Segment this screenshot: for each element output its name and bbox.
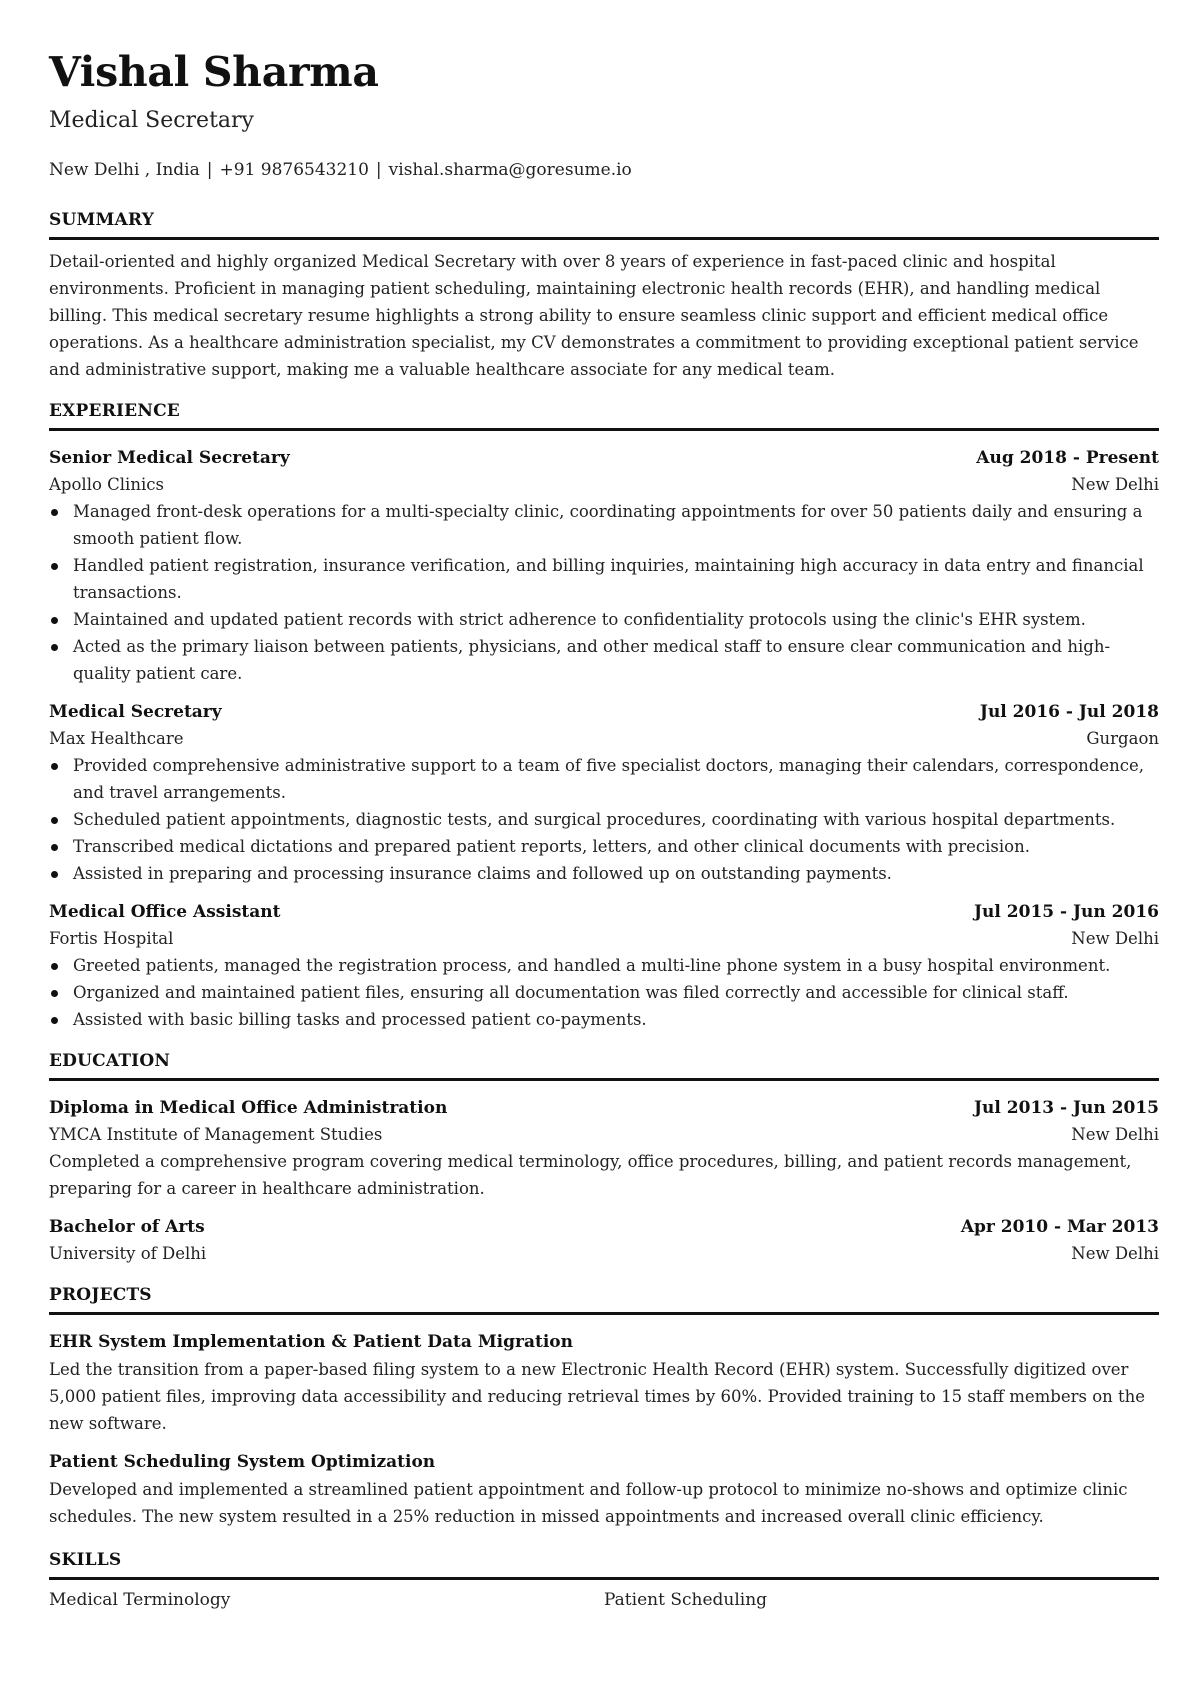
job-role: Medical Office Assistant <box>49 902 281 922</box>
list-item: Organized and maintained patient files, ensuring all documentation was filed correctly and accessible for clinical staff. <box>73 979 1159 1006</box>
list-item: Scheduled patient appointments, diagnostic tests, and surgical procedures, coordinating with various hospital departments. <box>73 806 1159 833</box>
education-school: YMCA Institute of Management Studies <box>49 1125 383 1144</box>
project-entry <box>49 1449 1159 1530</box>
contact-line <box>49 158 1159 182</box>
project-title: EHR System Implementation & Patient Data Migration <box>49 1332 573 1352</box>
education-description: Completed a comprehensive program covering medical terminology, office procedures, billing, and patient records management, preparing for a career in healthcare administration. <box>49 1152 1132 1198</box>
education-degree: Bachelor of Arts <box>49 1217 205 1237</box>
job-bullets <box>49 952 1159 1033</box>
education-school: University of Delhi <box>49 1244 207 1263</box>
education-location: New Delhi <box>1071 1125 1159 1144</box>
education-entry <box>49 1095 1159 1202</box>
experience-entry <box>49 699 1159 887</box>
resume-header <box>49 46 1159 182</box>
contact-phone: +91 9876543210 <box>219 160 369 180</box>
section-heading: SKILLS <box>49 1548 1159 1580</box>
skill-item: Patient Scheduling <box>604 1590 768 1610</box>
project-entry <box>49 1329 1159 1437</box>
experience-entry <box>49 445 1159 687</box>
education-entry <box>49 1214 1159 1267</box>
list-item: Provided comprehensive administrative support to a team of five specialist doctors, managing their calendars, correspondence, and travel arrangements. <box>73 752 1159 806</box>
contact-location: New Delhi , India <box>49 160 200 180</box>
list-item: Acted as the primary liaison between patients, physicians, and other medical staff to ensure clear communication and high-quality patient care. <box>73 633 1159 687</box>
job-role: Senior Medical Secretary <box>49 448 290 468</box>
resume-page <box>49 46 1159 1614</box>
job-location: New Delhi <box>1071 475 1159 494</box>
projects-section <box>49 1283 1159 1530</box>
section-heading: SUMMARY <box>49 208 1159 240</box>
education-dates: Apr 2010 - Mar 2013 <box>960 1217 1159 1237</box>
section-heading: EDUCATION <box>49 1049 1159 1081</box>
education-section <box>49 1049 1159 1267</box>
job-location: Gurgaon <box>1086 729 1159 748</box>
job-dates: Aug 2018 - Present <box>976 448 1159 468</box>
contact-separator: | <box>206 160 213 180</box>
skills-list <box>49 1586 1159 1614</box>
skill-item: Medical Terminology <box>49 1590 231 1610</box>
job-bullets <box>49 498 1159 687</box>
job-org: Apollo Clinics <box>49 475 164 494</box>
list-item: Assisted in preparing and processing insurance claims and followed up on outstanding payments. <box>73 860 1159 887</box>
list-item: Maintained and updated patient records with strict adherence to confidentiality protocols using the clinic's EHR system. <box>73 606 1159 633</box>
job-location: New Delhi <box>1071 929 1159 948</box>
skills-section <box>49 1548 1159 1614</box>
list-item: Assisted with basic billing tasks and processed patient co-payments. <box>73 1006 1159 1033</box>
education-dates: Jul 2013 - Jun 2015 <box>974 1098 1159 1118</box>
project-description: Developed and implemented a streamlined patient appointment and follow-up protocol to minimize no-shows and optimize clinic schedules. The new system resulted in a 25% reduction in missed appointments and increased overall clinic efficiency. <box>49 1480 1128 1526</box>
education-location: New Delhi <box>1071 1244 1159 1263</box>
education-degree: Diploma in Medical Office Administration <box>49 1098 448 1118</box>
section-heading: EXPERIENCE <box>49 399 1159 431</box>
job-org: Fortis Hospital <box>49 929 174 948</box>
list-item: Managed front-desk operations for a multi-specialty clinic, coordinating appointments for over 50 patients daily and ensuring a smooth patient flow. <box>73 498 1159 552</box>
job-dates: Jul 2015 - Jun 2016 <box>974 902 1159 922</box>
job-dates: Jul 2016 - Jul 2018 <box>979 702 1159 722</box>
candidate-name: Vishal Sharma <box>49 48 379 96</box>
summary-text: Detail-oriented and highly organized Medical Secretary with over 8 years of experience in fast-paced clinic and hospital environments. Proficient in managing patient scheduling, maintaining electronic health records (EHR), and handling medical billing. This medical secretary resume highlights a strong ability to ensure seamless clinic support and efficient medical office operations. As a healthcare administration specialist, my CV demonstrates a commitment to providing exceptional patient service and administrative support, making me a valuable healthcare associate for any medical team. <box>49 252 1139 379</box>
contact-separator: | <box>375 160 382 180</box>
experience-section <box>49 399 1159 1033</box>
list-item: Handled patient registration, insurance verification, and billing inquiries, maintaining high accuracy in data entry and financial transactions. <box>73 552 1159 606</box>
list-item: Transcribed medical dictations and prepared patient reports, letters, and other clinical documents with precision. <box>73 833 1159 860</box>
experience-entry <box>49 899 1159 1033</box>
contact-email: vishal.sharma@goresume.io <box>388 160 632 180</box>
job-bullets <box>49 752 1159 887</box>
section-heading: PROJECTS <box>49 1283 1159 1315</box>
job-org: Max Healthcare <box>49 729 184 748</box>
candidate-title: Medical Secretary <box>49 108 254 133</box>
project-title: Patient Scheduling System Optimization <box>49 1452 436 1472</box>
project-description: Led the transition from a paper-based filing system to a new Electronic Health Record (EHR) system. Successfully digitized over 5,000 patient files, improving data accessibility and reducing retrieval times by 60%. Provided training to 15 staff members on the new software. <box>49 1360 1146 1433</box>
list-item: Greeted patients, managed the registration process, and handled a multi-line phone system in a busy hospital environment. <box>73 952 1159 979</box>
summary-section <box>49 208 1159 383</box>
job-role: Medical Secretary <box>49 702 222 722</box>
